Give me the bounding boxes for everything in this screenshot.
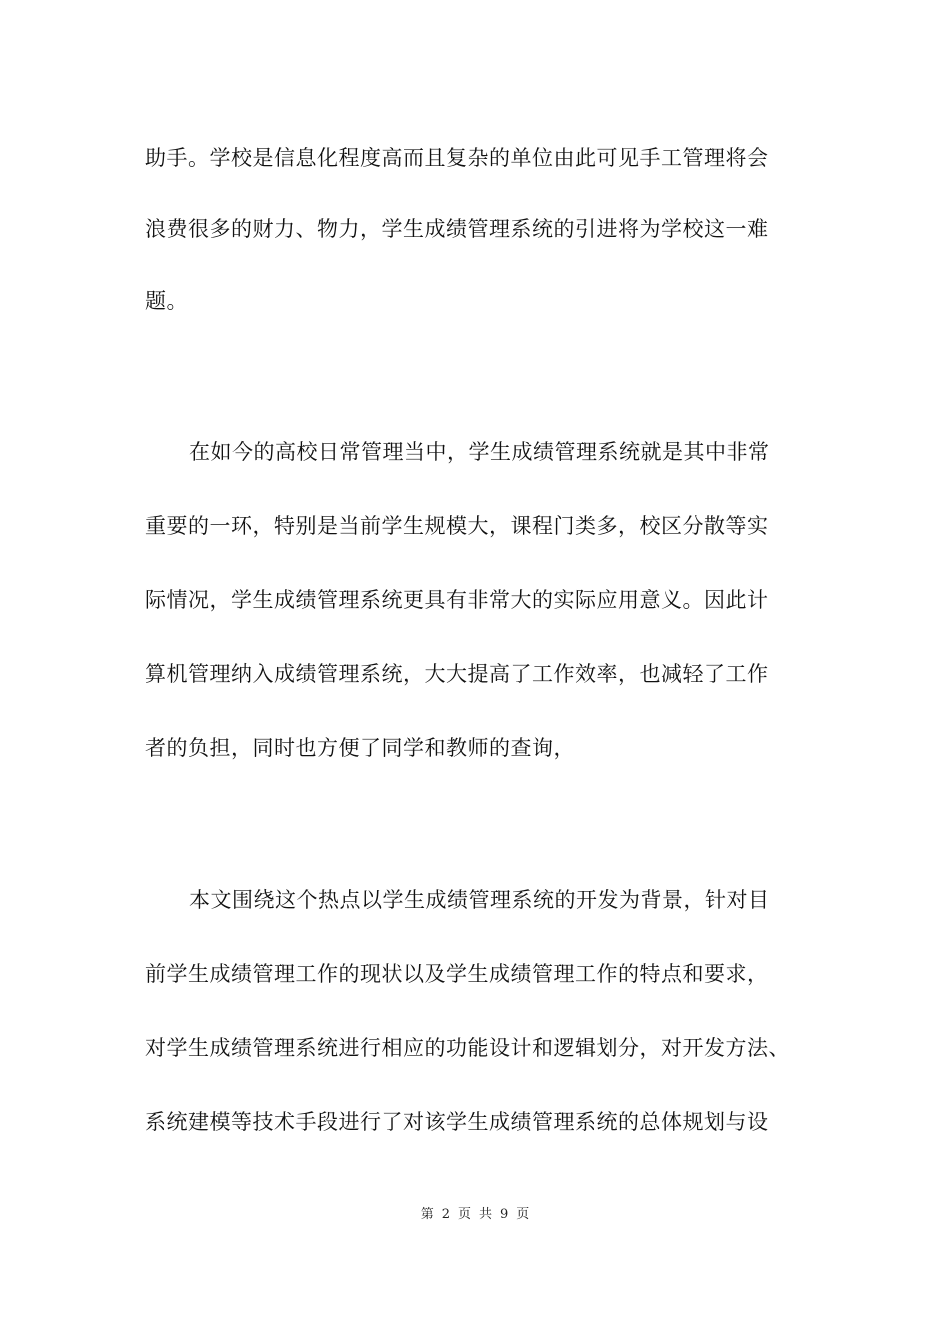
paragraph-3-line-3: 对学生成绩管理系统进行相应的功能设计和逻辑划分，对开发方法、 xyxy=(145,1036,790,1060)
page-footer xyxy=(0,1206,950,1224)
paragraph-2-line-2: 重要的一环，特别是当前学生规模大，课程门类多，校区分散等实 xyxy=(145,514,769,538)
footer-total-pages: 9 xyxy=(500,1207,509,1222)
paragraph-2-line-1: 在如今的高校日常管理当中，学生成绩管理系统就是其中非常 xyxy=(189,440,770,464)
paragraph-1-line-2: 浪费很多的财力、物力，学生成绩管理系统的引进将为学校这一难 xyxy=(145,217,769,241)
paragraph-3-line-1: 本文围绕这个热点以学生成绩管理系统的开发为背景，针对目 xyxy=(189,888,770,912)
paragraph-1-line-1: 助手。学校是信息化程度高而且复杂的单位由此可见手工管理将会 xyxy=(145,146,769,170)
footer-suffix: 页 xyxy=(516,1207,530,1222)
paragraph-2-line-4: 算机管理纳入成绩管理系统，大大提高了工作效率，也减轻了工作 xyxy=(145,662,769,686)
paragraph-2-line-5: 者的负担，同时也方便了同学和教师的查询， xyxy=(145,736,575,760)
footer-page-number: 2 xyxy=(441,1207,450,1222)
footer-page-word: 页 xyxy=(457,1207,471,1222)
paragraph-3-line-4: 系统建模等技术手段进行了对该学生成绩管理系统的总体规划与设 xyxy=(145,1110,769,1134)
footer-prefix: 第 xyxy=(420,1207,434,1222)
paragraph-3-line-2: 前学生成绩管理工作的现状以及学生成绩管理工作的特点和要求， xyxy=(145,962,769,986)
paragraph-1-line-3: 题。 xyxy=(145,289,188,313)
footer-total-word: 共 xyxy=(479,1207,493,1222)
paragraph-2-line-3: 际情况，学生成绩管理系统更具有非常大的实际应用意义。因此计 xyxy=(145,588,769,612)
